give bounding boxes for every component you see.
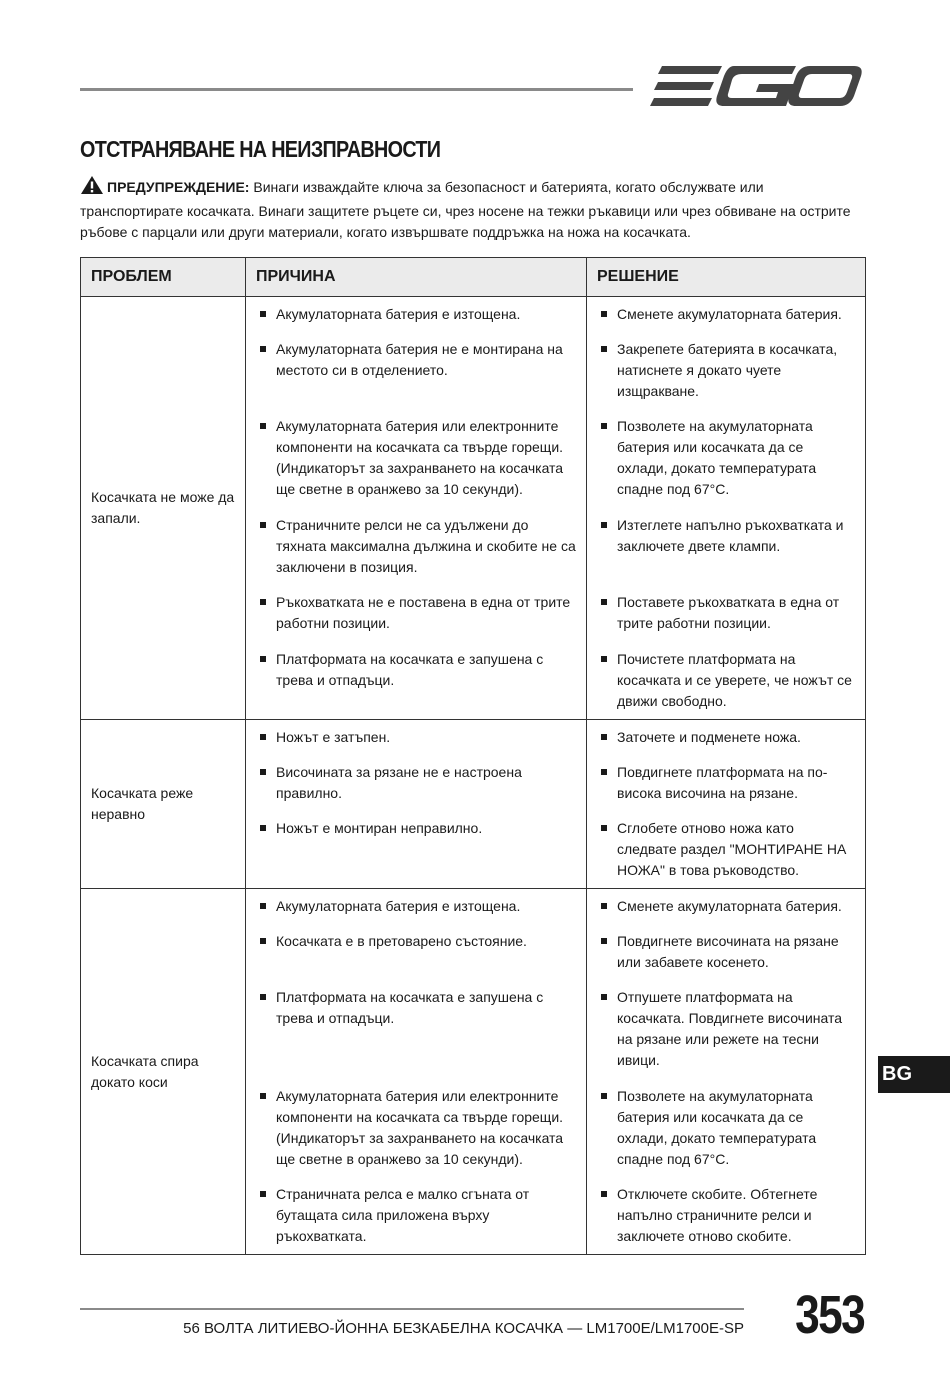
list-item: Закрепете батерията в косачката, натиснете я докато чуете изщракване. <box>587 332 865 409</box>
list-item: Акумулаторната батерия или електронните компоненти на косачката са твърде горещи. (Индикаторът за захранването на косачката ще светне в оранжево за 10 секунди). <box>246 409 586 508</box>
list-item: Акумулаторната батерия или електронните компоненти на косачката са твърде горещи. (Индикаторът за захранването на косачката ще светне в оранжево за 10 секунди). <box>246 1079 586 1177</box>
troubleshooting-table <box>80 257 866 1255</box>
cause-cell <box>246 297 587 720</box>
warning-triangle-icon <box>80 175 104 201</box>
list-item: Ножът е затъпен. <box>246 720 586 755</box>
list-item: Ръкохватката не е поставена в една от трите работни позиции. <box>246 585 586 642</box>
list-item: Повдигнете платформата на по-висока височина на рязане. <box>587 755 865 811</box>
cause-cell <box>246 720 587 889</box>
header-rule <box>80 88 633 91</box>
list-item: Ножът е монтиран неправилно. <box>246 811 586 887</box>
list-item: Сменете акумулаторната батерия. <box>587 889 865 924</box>
list-item: Акумулаторната батерия е изтощена. <box>246 889 586 924</box>
list-item: Акумулаторната батерия не е монтирана на местото си в отделението. <box>246 332 586 409</box>
warning-text: Винаги изваждайте ключа за безопасност и батерията, когато обслужвате или транспортирате косачката. Винаги защитете ръцете си, чрез носене на тежки ръкавици или чрез обвиване на острите ръбове с парцали или други материали, когато извършвате поддръжка на ножа на косачката. <box>80 179 851 240</box>
list-item: Почистете платформата на косачката и се уверете, че ножът се движи свободно. <box>587 642 865 719</box>
list-item: Платформата на косачката е запушена с трева и отпадъци. <box>246 980 586 1079</box>
list-item: Платформата на косачката е запушена с трева и отпадъци. <box>246 642 586 719</box>
list-item: Страничната релса е малко сгъната от бутащата сила приложена върху ръкохватката. <box>246 1177 586 1253</box>
list-item: Поставете ръкохватката в една от трите работни позиции. <box>587 585 865 642</box>
ego-logo <box>650 62 862 112</box>
language-tab: BG <box>878 1056 950 1093</box>
list-item: Позволете на акумулаторната батерия или косачката да се охлади, докато температурата спадне под 67°C. <box>587 1079 865 1177</box>
list-item: Сглобете отново ножа като следвате раздел "МОНТИРАНЕ НА НОЖА" в това ръководство. <box>587 811 865 887</box>
problem-cell: Косачката спира докато коси <box>81 889 246 1255</box>
problem-cell: Косачката не може да запали. <box>81 297 246 720</box>
page-number: 353 <box>795 1285 864 1345</box>
page-title: ОТСТРАНЯВАНЕ НА НЕИЗПРАВНОСТИ <box>80 136 441 162</box>
warning-label: ПРЕДУПРЕЖДЕНИЕ: <box>107 179 250 195</box>
list-item: Отпушете платформата на косачката. Повдигнете височината на рязане или режете на тесни ивици. <box>587 980 865 1079</box>
list-item: Заточете и подменете ножа. <box>587 720 865 755</box>
list-item: Акумулаторната батерия е изтощена. <box>246 297 586 332</box>
footer-text: 56 ВОЛТА ЛИТИЕВО-ЙОННА БЕЗКАБЕЛНА КОСАЧКА — LM1700E/LM1700E-SP <box>183 1320 744 1337</box>
table-header-row <box>81 258 866 297</box>
header-solution: РЕШЕНИЕ <box>587 258 866 297</box>
list-item: Отключете скобите. Обтегнете напълно страничните релси и заключете отново скобите. <box>587 1177 865 1253</box>
header-problem: ПРОБЛЕМ <box>81 258 246 297</box>
list-item: Страничните релси не са удължени до тяхната максимална дължина и скобите не са заключени в позиция. <box>246 508 586 585</box>
warning-notice <box>80 175 870 243</box>
list-item: Косачката е в претоварено състояние. <box>246 924 586 980</box>
list-item: Изтеглете напълно ръкохватката и заключете двете клампи. <box>587 508 865 585</box>
table-row <box>81 720 866 889</box>
header-cause: ПРИЧИНА <box>246 258 587 297</box>
cause-cell <box>246 889 587 1255</box>
footer-rule <box>80 1308 744 1310</box>
solution-cell <box>587 297 866 720</box>
list-item: Повдигнете височината на рязане или забавете косенето. <box>587 924 865 980</box>
solution-cell <box>587 720 866 889</box>
list-item: Височината за рязане не е настроена правилно. <box>246 755 586 811</box>
table-row <box>81 889 866 1255</box>
list-item: Сменете акумулаторната батерия. <box>587 297 865 332</box>
list-item: Позволете на акумулаторната батерия или косачката да се охлади, докато температурата спадне под 67°C. <box>587 409 865 508</box>
solution-cell <box>587 889 866 1255</box>
problem-cell: Косачката реже неравно <box>81 720 246 889</box>
table-row <box>81 297 866 720</box>
